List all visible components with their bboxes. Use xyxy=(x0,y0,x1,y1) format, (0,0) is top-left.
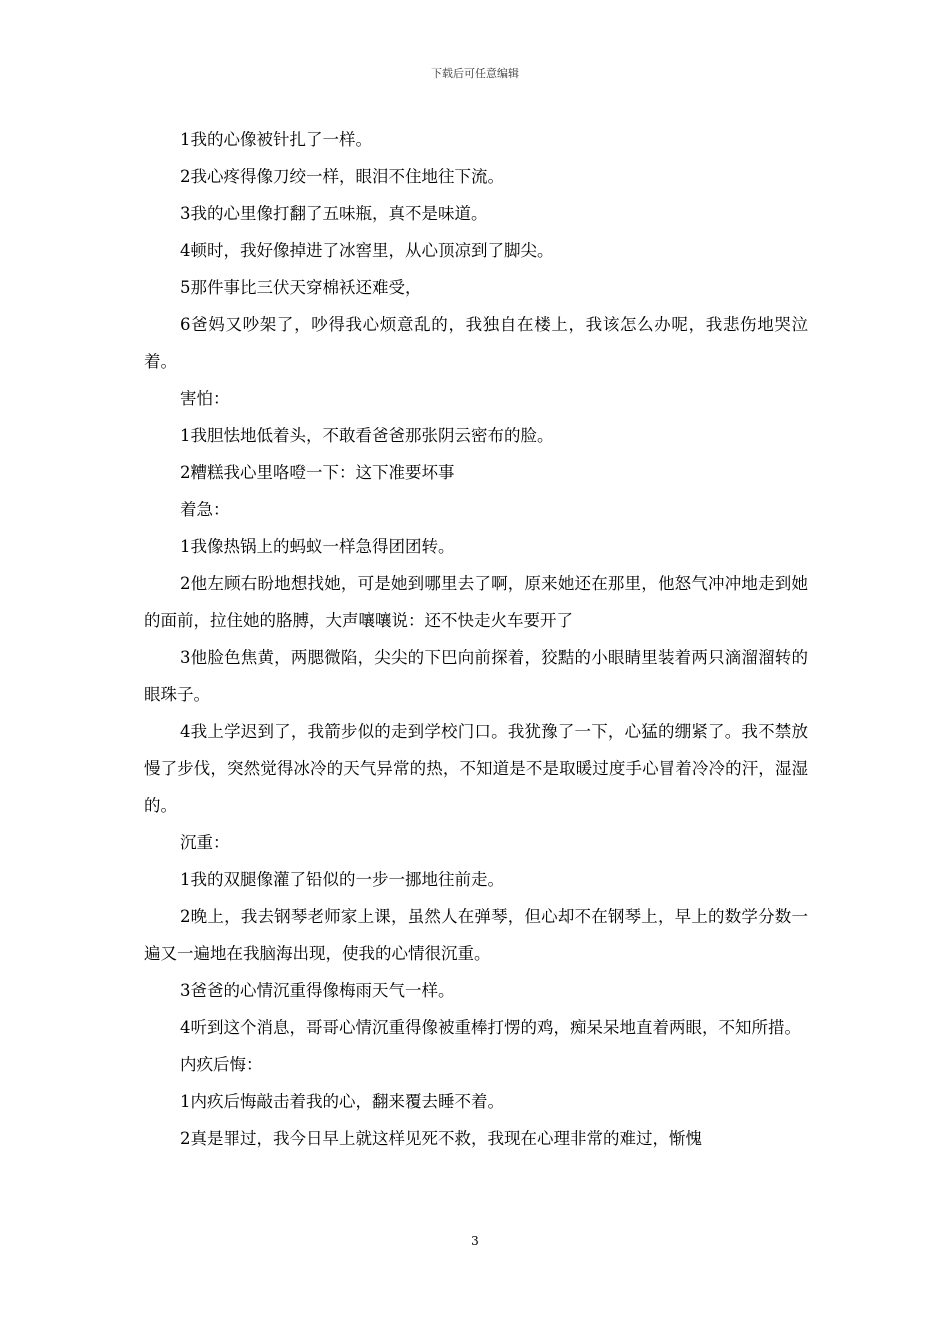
paragraph: 2我心疼得像刀绞一样，眼泪不住地往下流。 xyxy=(180,167,504,186)
paragraph: 1我的双腿像灌了铅似的一步一挪地往前走。 xyxy=(180,870,504,889)
section-heading-fear: 害怕： xyxy=(180,389,230,408)
document-body xyxy=(144,121,808,1157)
section-heading-heavy: 沉重： xyxy=(180,833,230,852)
paragraph: 3他脸色焦黄，两腮微陷，尖尖的下巴向前探着，狡黠的小眼睛里装着两只滴溜溜转的眼珠子。 xyxy=(144,648,808,704)
paragraph: 1我胆怯地低着头，不敢看爸爸那张阴云密布的脸。 xyxy=(180,426,554,445)
paragraph: 3爸爸的心情沉重得像梅雨天气一样。 xyxy=(180,981,455,1000)
section-heading-regret: 内疚后悔： xyxy=(180,1055,263,1074)
paragraph: 3我的心里像打翻了五味瓶，真不是味道。 xyxy=(180,204,488,223)
paragraph: 4我上学迟到了，我箭步似的走到学校门口。我犹豫了一下，心猛的绷紧了。我不禁放慢了步伐，突然觉得冰冷的天气异常的热，不知道是不是取暖过度手心冒着冷冷的汗，湿湿的。 xyxy=(144,722,808,815)
paragraph: 1我的心像被针扎了一样。 xyxy=(180,130,372,149)
paragraph: 2真是罪过，我今日早上就这样见死不救，我现在心理非常的难过，惭愧 xyxy=(180,1129,702,1148)
paragraph: 1我像热锅上的蚂蚁一样急得团团转。 xyxy=(180,537,455,556)
paragraph: 2他左顾右盼地想找她，可是她到哪里去了啊，原来她还在那里，他怒气冲冲地走到她的面前，拉住她的胳膊，大声嚷嚷说：还不快走火车要开了 xyxy=(144,574,808,630)
paragraph: 2糟糕我心里咯噔一下：这下准要坏事 xyxy=(180,463,455,482)
paragraph: 6爸妈又吵架了，吵得我心烦意乱的，我独自在楼上，我该怎么办呢，我悲伤地哭泣着。 xyxy=(144,315,808,371)
paragraph: 2晚上，我去钢琴老师家上课，虽然人在弹琴，但心却不在钢琴上，早上的数学分数一遍又一遍地在我脑海出现，使我的心情很沉重。 xyxy=(144,907,808,963)
section-heading-anxious: 着急： xyxy=(180,500,230,519)
paragraph: 1内疚后悔敲击着我的心，翻来覆去睡不着。 xyxy=(180,1092,504,1111)
page-header: 下载后可任意编辑 xyxy=(431,67,519,80)
page-number: 3 xyxy=(471,1234,479,1248)
paragraph: 5那件事比三伏天穿棉袄还难受， xyxy=(180,278,422,297)
paragraph: 4听到这个消息，哥哥心情沉重得像被重棒打愣的鸡，痴呆呆地直着两眼，不知所措。 xyxy=(180,1018,801,1037)
paragraph: 4顿时，我好像掉进了冰窖里，从心顶凉到了脚尖。 xyxy=(180,241,554,260)
